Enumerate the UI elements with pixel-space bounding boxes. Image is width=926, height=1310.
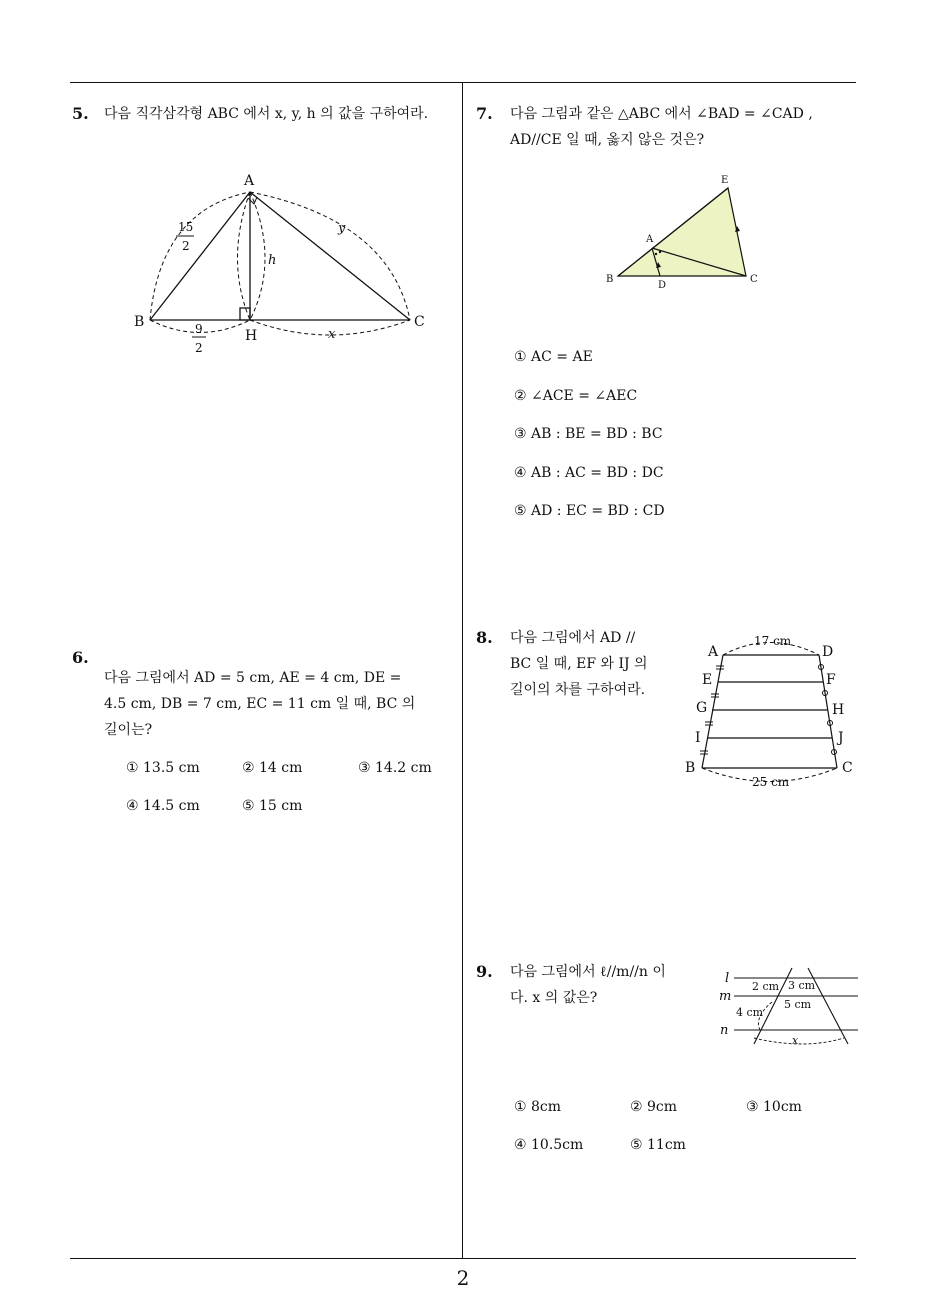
q7-choice-4[interactable]: ④ AB : AC = BD : DC bbox=[514, 465, 664, 481]
q8-label-C: C bbox=[842, 760, 853, 776]
q6-text-line3: 길이는? bbox=[104, 722, 153, 738]
q9-label-b: 3 cm bbox=[788, 979, 816, 992]
q9-text-line2: 다. x 의 값은? bbox=[510, 990, 598, 1006]
q7-label-C: C bbox=[750, 274, 758, 285]
q8-label-J: J bbox=[838, 730, 844, 746]
q8-text-line3: 길이의 차를 구하여라. bbox=[510, 682, 646, 698]
q5-number: 5. bbox=[72, 104, 89, 123]
q5-label-h: h bbox=[268, 253, 277, 268]
q9-number: 9. bbox=[476, 962, 493, 981]
q7-choice-3[interactable]: ③ AB : BE = BD : BC bbox=[514, 426, 663, 442]
q6-choice-3[interactable]: ③ 14.2 cm bbox=[358, 760, 432, 776]
q6-number: 6. bbox=[72, 648, 89, 667]
q9-label-x: x bbox=[792, 1034, 799, 1047]
q8-label-B: B bbox=[685, 760, 696, 776]
q8-label-bottom: 25 cm bbox=[752, 775, 790, 789]
top-rule bbox=[70, 82, 856, 83]
q5-ab-numerator: 15 bbox=[178, 220, 194, 234]
q9-text-line1: 다음 그림에서 ℓ//m//n 이 bbox=[510, 964, 666, 980]
q9-choice-3[interactable]: ③ 10cm bbox=[746, 1099, 802, 1115]
q8-figure bbox=[680, 630, 860, 790]
q8-label-A: A bbox=[708, 644, 719, 660]
q8-label-top: 17 cm bbox=[754, 634, 792, 648]
q9-label-a: 2 cm bbox=[752, 980, 780, 993]
q6-choice-5[interactable]: ⑤ 15 cm bbox=[242, 798, 303, 814]
q5-label-H: H bbox=[245, 328, 258, 344]
q5-text: 다음 직각삼각형 ABC 에서 x, y, h 의 값을 구하여라. bbox=[104, 106, 429, 122]
q8-number: 8. bbox=[476, 628, 493, 647]
q8-label-I: I bbox=[695, 730, 701, 746]
q5-figure bbox=[130, 170, 430, 360]
q7-choice-2[interactable]: ② ∠ACE = ∠AEC bbox=[514, 388, 638, 404]
q9-label-d: 4 cm bbox=[736, 1006, 764, 1019]
q8-label-H: H bbox=[832, 702, 845, 718]
q7-text-line2: AD//CE 일 때, 옳지 않은 것은? bbox=[510, 132, 705, 148]
q7-choice-5[interactable]: ⑤ AD : EC = BD : CD bbox=[514, 503, 665, 519]
q9-choice-1[interactable]: ① 8cm bbox=[514, 1099, 562, 1115]
q6-text-line2: 4.5 cm, DB = 7 cm, EC = 11 cm 일 때, BC 의 bbox=[104, 696, 416, 712]
q9-label-n: n bbox=[720, 1023, 729, 1038]
bottom-rule bbox=[70, 1258, 856, 1259]
q7-text-line1: 다음 그림과 같은 △ABC 에서 ∠BAD = ∠CAD , bbox=[510, 106, 813, 122]
q8-label-F: F bbox=[826, 672, 836, 688]
q7-label-E: E bbox=[721, 175, 729, 186]
q5-bh-numerator: 9 bbox=[195, 322, 203, 336]
q7-number: 7. bbox=[476, 104, 493, 123]
q8-text-line1: 다음 그림에서 AD // bbox=[510, 630, 636, 646]
q8-label-D: D bbox=[822, 644, 834, 660]
q8-text-line2: BC 일 때, EF 와 IJ 의 bbox=[510, 656, 648, 672]
q5-label-A: A bbox=[244, 173, 255, 189]
page-number: 2 bbox=[456, 1266, 470, 1290]
q5-label-C: C bbox=[414, 314, 425, 330]
q5-label-x: x bbox=[328, 327, 336, 342]
q8-label-G: G bbox=[696, 700, 708, 716]
q5-bh-denominator: 2 bbox=[195, 341, 203, 355]
q5-label-B: B bbox=[134, 314, 145, 330]
q9-choice-5[interactable]: ⑤ 11cm bbox=[630, 1137, 686, 1153]
q5-ab-denominator: 2 bbox=[182, 239, 190, 253]
q7-figure bbox=[600, 172, 780, 292]
q6-choice-4[interactable]: ④ 14.5 cm bbox=[126, 798, 200, 814]
q9-choice-4[interactable]: ④ 10.5cm bbox=[514, 1137, 584, 1153]
q7-choice-1[interactable]: ① AC = AE bbox=[514, 349, 593, 365]
q9-label-c: 5 cm bbox=[784, 998, 812, 1011]
q6-choice-1[interactable]: ① 13.5 cm bbox=[126, 760, 200, 776]
q7-label-B: B bbox=[606, 274, 614, 285]
q9-label-l: l bbox=[725, 971, 730, 986]
q9-label-m: m bbox=[719, 989, 732, 1004]
q6-choice-2[interactable]: ② 14 cm bbox=[242, 760, 303, 776]
q6-text-line1: 다음 그림에서 AD = 5 cm, AE = 4 cm, DE = bbox=[104, 670, 402, 686]
column-divider bbox=[462, 82, 463, 1259]
q7-label-D: D bbox=[658, 280, 667, 291]
q8-label-E: E bbox=[702, 672, 713, 688]
q9-choice-2[interactable]: ② 9cm bbox=[630, 1099, 678, 1115]
q9-figure bbox=[714, 962, 864, 1052]
q7-label-A: A bbox=[646, 234, 654, 245]
q5-label-y: y bbox=[338, 221, 346, 236]
